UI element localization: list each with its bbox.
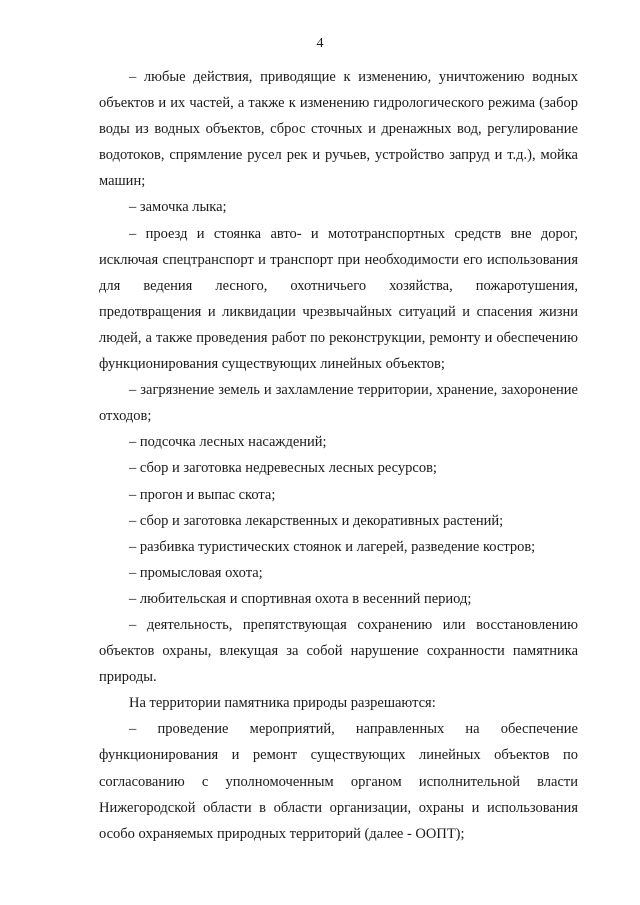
paragraph-permitted-linear-objects: – проведение мероприятий, направленных на обеспечение функционирования и ремонт существующих линейных объектов по согласованию с уполномоченным органом исполнительной власти Нижегородской области в области организации, охраны и использования особо охраняемых природных территорий (далее - ООПТ);: [99, 721, 578, 842]
paragraph-non-timber-resources: – сбор и заготовка недревесных лесных ресурсов;: [129, 460, 437, 477]
paragraph-land-pollution: – загрязнение земель и захламление территории, хранение, захоронение отходов;: [99, 382, 578, 425]
page-number: 4: [316, 36, 324, 51]
paragraph-permitted-heading: На территории памятника природы разрешаются:: [129, 695, 436, 712]
paragraph-obstructive-activity: – деятельность, препятствующая сохранению или восстановлению объектов охраны, влекущая за собой нарушение сохранности памятника природы.: [99, 616, 578, 686]
paragraph-bast-soaking: – замочка лыка;: [129, 199, 227, 216]
paragraph-plant-collection: – сбор и заготовка лекарственных и декоративных растений;: [129, 512, 504, 529]
paragraph-prohibited-water-actions: – любые действия, приводящие к изменению, уничтожению водных объектов и их частей, а также к изменению гидрологического режима (забор воды из водных объектов, сброс сточных и дренажных вод, регулирование водотоков, спрямление русел рек и ручьев, устройство запруд и т.д.), мойка машин;: [99, 69, 578, 190]
paragraph-camping-fires: – разбивка туристических стоянок и лагерей, разведение костров;: [129, 538, 536, 555]
paragraph-tapping: – подсочка лесных насаждений;: [129, 434, 327, 451]
paragraph-spring-hunting: – любительская и спортивная охота в весенний период;: [129, 590, 472, 607]
document-body: [99, 64, 578, 847]
paragraph-vehicle-traffic: – проезд и стоянка авто- и мототранспортных средств вне дорог, исключая спецтранспорт и транспорт при необходимости его использования для ведения лесного, охотничьего хозяйства, пожаротушения, предотвращения и ликвидации чрезвычайных ситуаций и спасения жизни людей, а также проведения работ по реконструкции, ремонту и обеспечению функционирования существующих линейных объектов;: [99, 225, 578, 373]
paragraph-grazing: – прогон и выпас скота;: [129, 486, 276, 503]
paragraph-commercial-hunting: – промысловая охота;: [129, 564, 263, 581]
